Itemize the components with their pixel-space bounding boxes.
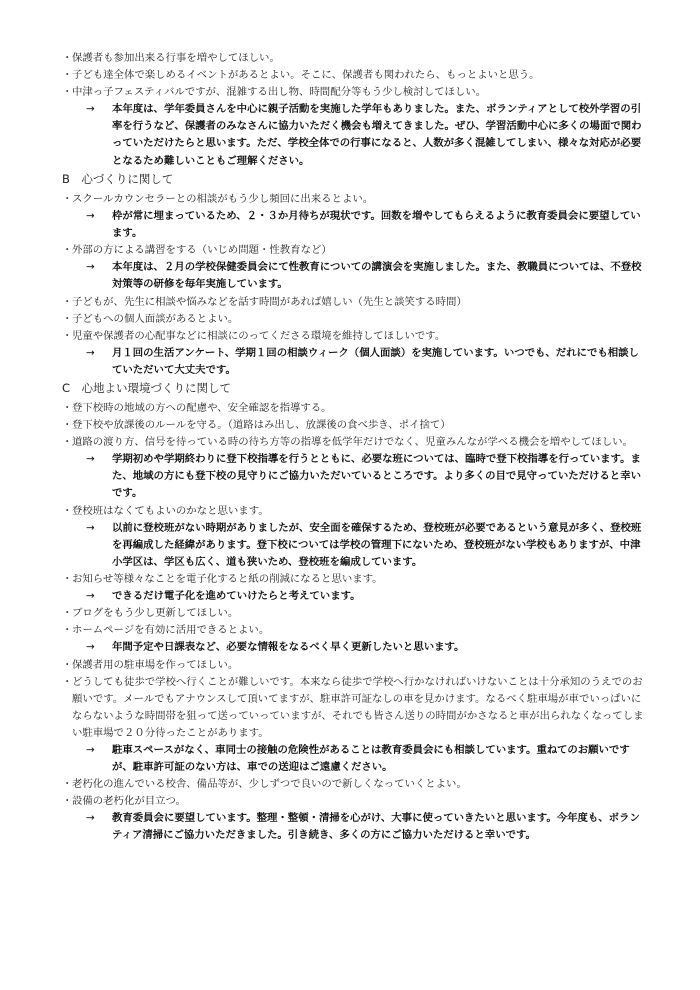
comment-item [62, 776, 644, 793]
bullet-mark: ・ [62, 295, 73, 308]
comment-text: 登下校や放課後のルールを守る。（道路はみ出し、放課後の食べ歩き、ポイ捨て） [72, 419, 451, 432]
arrow-icon: → [86, 103, 95, 115]
bullet-mark: ・ [62, 658, 73, 671]
reply-text: 本年度は、２月の学校保健委員会にて性教育についての講演会を実施しました。また、教職員については、不登校対策等の研修を毎年実施しています。 [112, 261, 642, 291]
comment-text: 子ども達全体で楽しめるイベントがあるとよい。そこに、保護者も関われたら、もっとよいと思う。 [72, 69, 540, 81]
arrow-icon: → [86, 521, 95, 534]
comment-item [62, 434, 644, 451]
comment-text: 老朽化の進んでいる校舎、備品等が、少しずつで良いので新しくなっていくとよい。 [72, 778, 467, 791]
bullet-mark: ・ [62, 192, 73, 205]
comment-text: 子どもが、先生に相談や悩みなどを話す時間があれば嬉しい（先生と談笑する時間） [72, 295, 467, 308]
reply-text: できるだけ電子化を進めていけたらと考えています。 [112, 590, 361, 603]
school-reply [62, 520, 644, 572]
comment-text: 登校班はなくてもよいのかなと思います。 [72, 504, 269, 517]
section-c [62, 379, 644, 844]
bullet-mark: ・ [62, 436, 73, 449]
reply-text: 駐車スペースがなく、車同士の接触の危険性があることは教育委員会にも相談しています。重ねてのお願いですが、駐車許可証のない方は、車での送迎はご遠慮ください。 [112, 743, 630, 773]
bullet-mark: ・ [62, 402, 73, 415]
bullet-mark: ・ [62, 312, 73, 325]
arrow-icon: → [86, 346, 95, 359]
comment-group [62, 503, 644, 572]
bullet-mark: ・ [62, 607, 73, 620]
comment-text: 設備の老朽化が目立つ。 [72, 795, 186, 808]
comment-item [62, 311, 644, 328]
bullet-mark: ・ [62, 624, 73, 637]
school-reply [62, 259, 644, 293]
section-b [62, 170, 644, 379]
comment-text: どうしても徒歩で学校へ行くことが難しいです。本来なら徒歩で学校へ行かなければいけないことは十分承知のうえでのお願いです。メールでもアナウンスして頂いてますが、駐車許可証なしの車を見かけます。なるべく駐車場が車でいっぱいにならないような時間帯を狙って送っていっていますが、それでも皆さん送りの時間がかさなると車が出られなくなってしまい駐車場で２０分待ったことがあります。 [72, 675, 644, 739]
comment-item [62, 328, 644, 345]
bullet-mark: ・ [62, 52, 73, 64]
arrow-icon: → [86, 590, 95, 603]
comment-text: 中津っ子フェスティバルですが、混雑する出し物、時間配分等もう少し検討してほしい。 [72, 86, 487, 98]
bullet-mark: ・ [62, 244, 73, 257]
comment-group [62, 50, 644, 170]
arrow-icon: → [86, 453, 95, 466]
comment-text: スクールカウンセラーとの相談がもう少し頻回に出来るとよい。 [72, 192, 374, 205]
reply-text: 枠が常に埋まっているため、２・３か月待ちが現状です。回数を増やしてもらえるように教育委員会に要望しています。 [112, 209, 641, 240]
arrow-icon: → [86, 743, 95, 756]
comment-group [62, 191, 644, 242]
comment-text: ブログをもう少し更新してほしい。 [72, 607, 239, 620]
arrow-icon: → [86, 812, 95, 825]
school-reply [62, 588, 644, 605]
comment-item [62, 417, 644, 434]
comment-text: 児童や保護者の心配事などに相談にのってくださる環境を維持してほしいです。 [72, 329, 446, 342]
school-reply [62, 208, 644, 242]
comment-text: 保護者も参加出来る行事を増やしてほしい。 [72, 52, 280, 64]
school-reply [62, 639, 644, 656]
school-reply [62, 101, 644, 170]
bullet-mark: ・ [62, 419, 73, 432]
comment-item [62, 503, 644, 520]
section-heading: C 心地よい環境づくりに関して [62, 381, 232, 396]
reply-text: 学期初めや学期終わりに登下校指導を行うとともに、必要な班については、臨時で登下校指導を行っています。また、地域の方にも登下校の見守りにご協力いただいているところです。より多くの目で見守っていただけると幸いです。 [112, 453, 641, 500]
arrow-icon: → [86, 209, 95, 222]
bullet-mark: ・ [62, 778, 73, 791]
bullet-mark: ・ [62, 329, 73, 342]
reply-text: 月１回の生活アンケート、学期１回の相談ウィーク（個人面談）を実施しています。いつでも、だれにでも相談していただいて大丈夫です。 [112, 346, 639, 376]
reply-text: 以前に登校班がない時期がありましたが、安全面を確保するため、登校班が必要であるという意見が多く、登校班を再編成した経緯があります。登下校については学校の管理下にないため、登校班がない学校もありますが、中津小学区は、学区も広く、道も狭いため、登校班を編成しています。 [112, 521, 642, 569]
comment-group [62, 657, 644, 776]
comment-text: 子どもへの個人面談があるとよい。 [72, 312, 239, 325]
comment-group [62, 294, 644, 379]
bullet-mark: ・ [62, 86, 73, 98]
reply-text: 年間予定や日課表など、必要な情報をなるべく早く更新したいと思います。 [112, 641, 465, 654]
comment-group [62, 242, 644, 293]
bullet-mark: ・ [62, 573, 73, 586]
comment-text: お知らせ等様々なことを電子化すると紙の削減になると思います。 [72, 573, 383, 586]
comment-item [62, 50, 644, 67]
section-heading: B 心づくりに関して [62, 171, 174, 186]
intro-section [62, 50, 644, 170]
comment-text: 外部の方による講習をする（いじめ問題・性教育など） [72, 244, 332, 257]
bullet-mark: ・ [62, 675, 73, 688]
school-reply [62, 345, 644, 379]
comment-item [62, 571, 644, 588]
comment-item [62, 622, 644, 639]
arrow-icon: → [86, 261, 95, 274]
school-reply [62, 742, 644, 776]
bullet-mark: ・ [62, 504, 73, 517]
school-reply [62, 810, 644, 844]
comment-item [62, 67, 644, 84]
comment-group [62, 400, 644, 503]
comment-item [62, 191, 644, 208]
comment-item [62, 657, 644, 674]
comment-text: 登下校時の地域の方への配慮や、安全確認を指導する。 [72, 402, 332, 415]
comment-item [62, 605, 644, 622]
bullet-mark: ・ [62, 69, 73, 81]
comment-text: 保護者用の駐車場を作ってほしい。 [72, 658, 239, 671]
bullet-mark: ・ [62, 795, 73, 808]
arrow-icon: → [86, 641, 95, 654]
comment-text: ホームページを有効に活用できるとよい。 [72, 624, 270, 637]
reply-text: 本年度は、学年委員さんを中心に親子活動を実施した学年もありました。また、ボランティアとして校外学習の引率を行うなど、保護者のみなさんに協力いただく機会も増えてきました。ぜひ、学習活動中心に多くの場面で関わっていただけたらと思います。ただ、学校全体での行事になると、人数が多く混雑してしまい、様々な対応が必要となるため難しいこともご理解ください。 [112, 103, 642, 167]
comment-item [62, 84, 644, 101]
comment-item [62, 294, 644, 311]
comment-group [62, 605, 644, 656]
comment-item [62, 400, 644, 417]
comment-item [62, 242, 644, 259]
comment-group [62, 776, 644, 844]
reply-text: 教育委員会に要望しています。整理・整頓・清掃を心がけ、大事に使っていきたいと思います。今年度も、ボランティア清掃にご協力いただきました。引き続き、多くの方にご協力いただけると幸いです。 [112, 812, 640, 842]
comment-text: 道路の渡り方、信号を待っている時の待ち方等の指導を低学年だけでなく、児童みんなが学べる機会を増やしてほしい。 [72, 436, 633, 449]
school-reply [62, 451, 644, 503]
comment-item [62, 793, 644, 810]
comment-item [62, 674, 644, 742]
comment-group [62, 571, 644, 605]
